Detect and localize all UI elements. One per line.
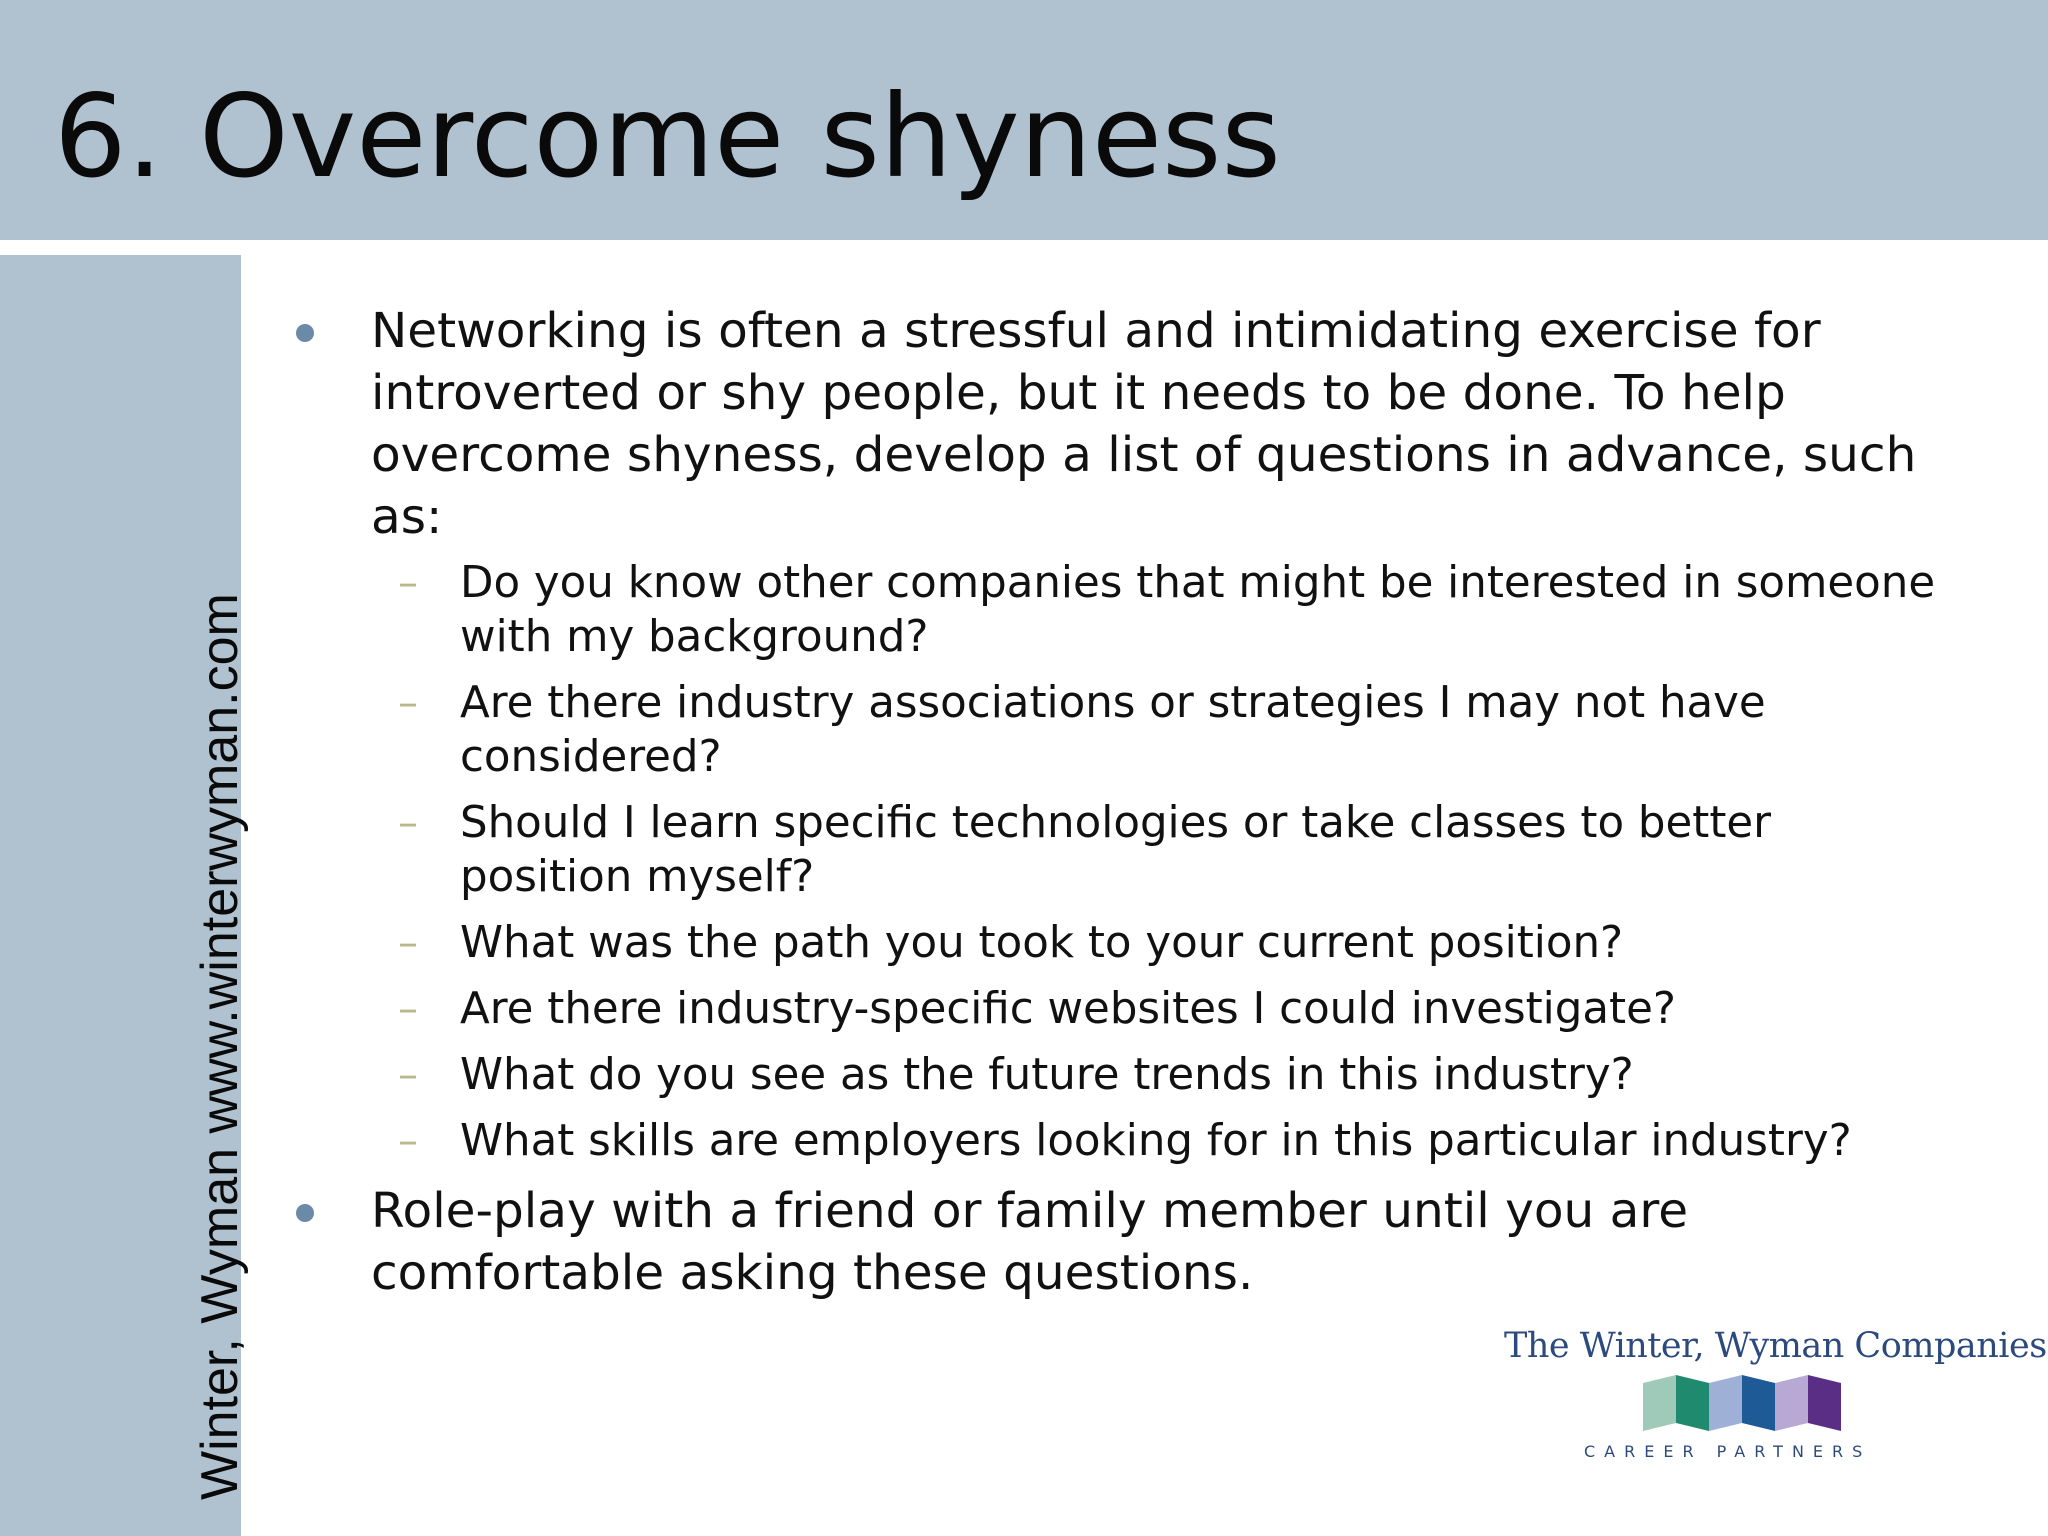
logo-mark-segment [1775,1375,1808,1431]
question-item [290,676,1940,784]
question-item [290,1048,1940,1102]
dash-icon: – [398,920,418,966]
logo-chevron-mark-icon [1643,1375,1843,1431]
question-item [290,556,1940,664]
bullet-dot-icon [296,1204,314,1222]
logo-mark-segment [1643,1375,1676,1431]
logo-mark-segment [1709,1375,1742,1431]
bullet-text: Networking is often a stressful and intimidating exercise for introverted or shy people, but it needs to be done. To help overcome shyness, develop a list of questions in advance, such as: [371,303,1917,545]
dash-icon: – [398,1052,418,1098]
dash-icon: – [398,680,418,726]
question-text: What skills are employers looking for in this particular industry? [460,1116,1852,1166]
logo-mark-segment [1742,1375,1775,1431]
bullet-text: Role-play with a friend or family member until you are comfortable asking these questions. [371,1183,1689,1301]
logo-mark-segment [1676,1375,1709,1431]
logo-mark-segment [1808,1375,1841,1431]
sidebar-website-text: Winter, Wyman www.winterwyman.com [191,593,249,1500]
bullet-dot-icon [296,324,314,342]
question-item [290,796,1940,904]
question-list [290,556,1940,1168]
logo-tagline: CAREER PARTNERS [1584,1442,1872,1461]
question-text: Are there industry-specific websites I could investigate? [460,984,1676,1034]
question-item [290,982,1940,1036]
question-text: Are there industry associations or strategies I may not have considered? [460,678,1766,782]
question-text: What do you see as the future trends in this industry? [460,1050,1634,1100]
company-logo [1480,1318,2047,1478]
question-text: Should I learn specific technologies or take classes to better position myself? [460,798,1772,902]
bullet-item-role-play [290,1180,1940,1304]
question-text: Do you know other companies that might be interested in someone with my background? [460,558,1936,662]
question-item [290,1114,1940,1168]
dash-icon: – [398,800,418,846]
question-text: What was the path you took to your current position? [460,918,1624,968]
logo-company-name: The Winter, Wyman Companies [1504,1326,2047,1366]
question-item [290,916,1940,970]
dash-icon: – [398,986,418,1032]
dash-icon: – [398,560,418,606]
dash-icon: – [398,1118,418,1164]
slide-title: 6. Overcome shyness [54,70,1281,203]
bullet-item-networking [290,300,1940,548]
slide-content [290,300,1940,1304]
